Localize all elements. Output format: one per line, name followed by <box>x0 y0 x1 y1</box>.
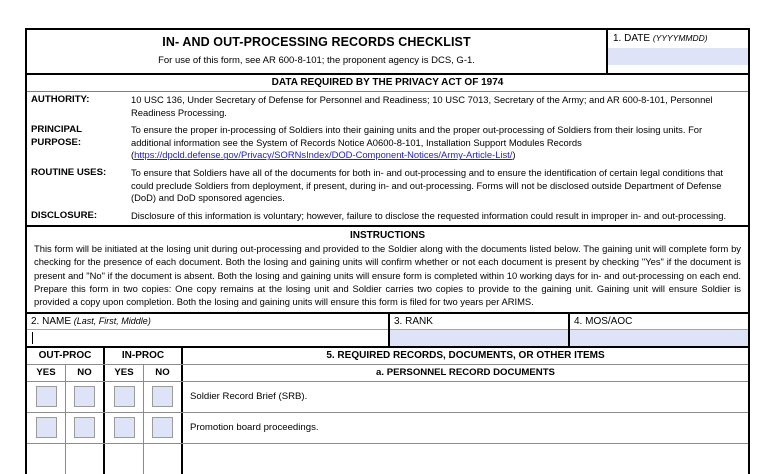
cell-item-text <box>183 413 748 443</box>
name-label <box>27 314 388 329</box>
rank-cell <box>388 314 568 346</box>
mos-input[interactable] <box>570 329 748 346</box>
date-cell <box>606 30 748 73</box>
name-cell <box>27 314 388 346</box>
privacy-principal-purpose-text-before: To ensure the proper in-processing of Soldiers into their gaining units and the proper out-processing of Soldiers from their losing units. For additional information see the System of Records Notice A0600-8-101, Installation Support Modules Records ( <box>131 124 703 161</box>
checklist-section-title: 5. REQUIRED RECORDS, DOCUMENTS, OR OTHER ITEMS <box>326 349 605 361</box>
privacy-routine-uses-label: ROUTINE USES: <box>31 166 107 178</box>
cell-no-in <box>144 444 183 474</box>
privacy-disclosure-text: Disclosure of this information is voluntary; however, failure to disclose the requested information could result in improper in- and out-processing. <box>131 209 727 221</box>
privacy-routine-uses-text: To ensure that Soldiers have all of the documents for both in- and out-processing and to ensure the identification of certain legal conditions that could preclude Soldiers from deployment, if present, during in- and out-processing. Forms will not be disclosed outside Department of Defense (DoD) and DoD sponsored agencies. <box>131 166 724 204</box>
privacy-principal-purpose-text <box>131 124 748 162</box>
date-label-format: (YYYYMMDD) <box>652 33 708 43</box>
date-label <box>608 30 748 46</box>
text-cursor <box>32 332 33 344</box>
soldier-identity-row <box>27 312 748 346</box>
sorn-link[interactable]: https://dpcld.defense.gov/Privacy/SORNsIndex/DOD-Component-Notices/Army-Article-List/ <box>134 149 513 161</box>
privacy-principal-purpose-text-after: ) <box>512 149 516 161</box>
privacy-principal-purpose-label-line2: PURPOSE: <box>31 136 82 148</box>
item-label: Promotion board proceedings. <box>190 421 319 433</box>
form-header <box>27 30 748 75</box>
cell-yes-in <box>105 444 144 474</box>
privacy-authority-text: 10 USC 136, Under Secretary of Defense for Personnel and Readiness; 10 USC 7013, Secretary of the Army; and AR 600-8-101, Personnel Readiness Processing. <box>131 94 713 118</box>
checklist-table <box>27 346 748 474</box>
checklist-subsection-title: a. PERSONNEL RECORD DOCUMENTS <box>376 366 555 378</box>
privacy-disclosure-label: DISCLOSURE: <box>31 209 98 221</box>
column-header-no-out: NO <box>66 365 105 381</box>
privacy-authority-label: AUTHORITY: <box>31 94 90 105</box>
name-input[interactable] <box>27 329 388 346</box>
date-input[interactable] <box>608 48 748 65</box>
privacy-act-section-title: DATA REQUIRED BY THE PRIVACY ACT OF 1974 <box>27 75 748 92</box>
table-row <box>27 412 748 443</box>
column-header-no-in: NO <box>144 365 183 381</box>
checkbox-yes-out[interactable] <box>36 386 57 407</box>
cell-yes-out <box>27 444 66 474</box>
item-label: Soldier Record Brief (SRB). <box>190 390 308 402</box>
cell-yes-out <box>27 382 66 412</box>
name-input-wrap <box>27 329 388 346</box>
cell-no-out <box>66 382 105 412</box>
date-label-number: 1. DATE <box>613 33 651 44</box>
rank-input[interactable] <box>390 329 568 346</box>
checkbox-yes-out[interactable] <box>36 417 57 438</box>
privacy-routine-uses-row <box>27 165 748 208</box>
table-row-partial <box>27 443 748 474</box>
checkbox-yes-in[interactable] <box>114 386 135 407</box>
privacy-principal-purpose-label <box>27 124 131 162</box>
checkbox-yes-in[interactable] <box>114 417 135 438</box>
da-form-in-out-processing-checklist <box>25 28 750 474</box>
privacy-principal-purpose-row <box>27 122 748 165</box>
column-header-yes-out: YES <box>27 365 66 381</box>
checklist-column-header-row <box>27 364 748 381</box>
cell-no-in <box>144 413 183 443</box>
cell-no-out <box>66 444 105 474</box>
cell-yes-out <box>27 413 66 443</box>
instructions-title: INSTRUCTIONS <box>350 230 425 242</box>
page-title: IN- AND OUT-PROCESSING RECORDS CHECKLIST <box>162 35 471 49</box>
checkbox-no-out[interactable] <box>74 386 95 407</box>
checkbox-no-in[interactable] <box>152 417 173 438</box>
name-label-format: (Last, First, Middle) <box>73 315 151 326</box>
rank-label: 3. RANK <box>394 315 433 327</box>
group-header-in-proc: IN-PROC <box>105 348 183 364</box>
table-row <box>27 381 748 412</box>
cell-yes-in <box>105 413 144 443</box>
form-subtitle: For use of this form, see AR 600-8-101; the proponent agency is DCS, G-1. <box>158 55 475 66</box>
instructions-body: This form will be initiated at the losing unit during out-processing and provided to the Soldier along with the documents listed below. The gaining unit will complete form by checking for the presence of each document. Both the losing and gaining units will confirm whether or not each document is present by checking "Yes" if the document is present and "No" if the document is absent. Both the losing and gaining units will ensure form is completed within 10 working days for in- and out-processing on each end. Prepare this form in two copies: One copy remains at the losing unit and Soldier carries two copies to provide to the gaining unit. Gaining unit will ensure Soldier is provided a copy upon completion. Both the losing and gaining units will ensure this form is filed for two years per ARIMS. <box>34 243 741 307</box>
cell-no-out <box>66 413 105 443</box>
column-header-yes-in: YES <box>105 365 144 381</box>
cell-item-text <box>183 444 748 474</box>
group-header-out-proc: OUT-PROC <box>27 348 105 364</box>
privacy-authority-row <box>27 92 748 122</box>
cell-yes-in <box>105 382 144 412</box>
checkbox-no-in[interactable] <box>152 386 173 407</box>
checklist-group-header-row <box>27 348 748 364</box>
form-title-block <box>27 30 606 73</box>
name-label-number: 2. NAME <box>31 315 72 327</box>
checkbox-no-out[interactable] <box>74 417 95 438</box>
privacy-disclosure-row <box>27 208 748 226</box>
cell-item-text <box>183 382 748 412</box>
mos-label: 4. MOS/AOC <box>574 315 633 327</box>
cell-no-in <box>144 382 183 412</box>
privacy-principal-purpose-label-line1: PRINCIPAL <box>31 124 82 136</box>
mos-cell <box>568 314 748 346</box>
